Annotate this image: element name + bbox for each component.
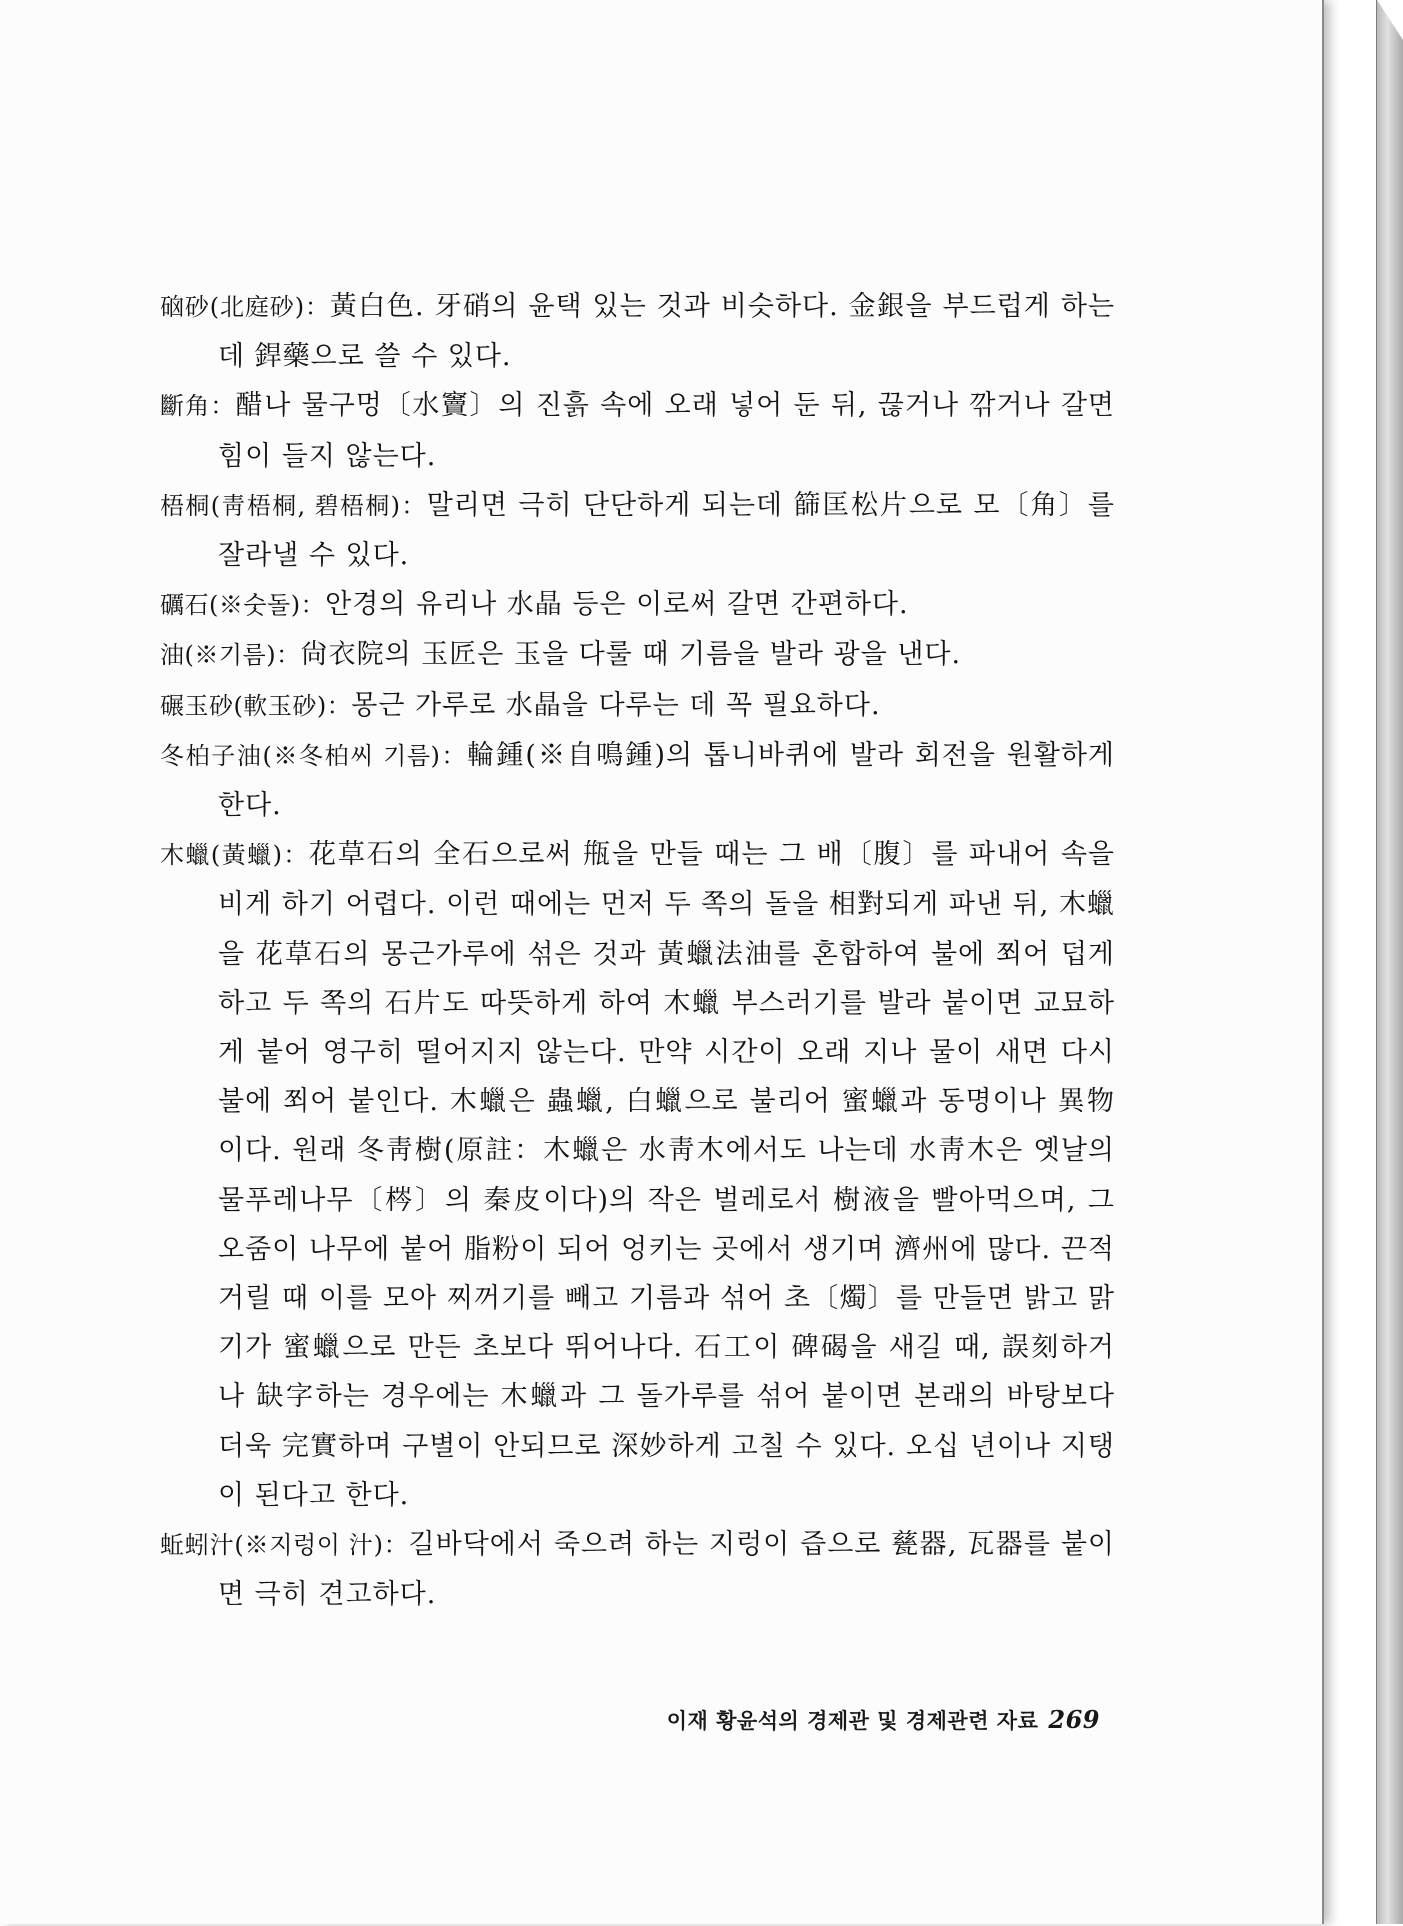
entry-text: 輪鍾(※自鳴鍾)의 톱니바퀴에 발라 회전을 원활하게 한다. (218, 739, 1115, 822)
entry (160, 731, 1115, 830)
entry (160, 481, 1115, 580)
entry-text: 몽근 가루로 水晶을 다루는 데 꼭 필요하다. (351, 689, 881, 721)
running-footer (540, 1705, 1100, 1735)
entry (160, 630, 1115, 680)
entry-term: 油(※기름)： (160, 641, 301, 670)
entry-term: 碾玉砂(軟玉砂)： (160, 691, 352, 720)
entry-term: 斷角： (160, 392, 236, 421)
entry (160, 830, 1115, 1520)
page-corner (1377, 0, 1403, 40)
entry-text: 醋나 물구멍〔水竇〕의 진흙 속에 오래 넣어 둔 뒤, 끊거나 깎거나 갈면 힘이 들지 않는다. (218, 390, 1116, 472)
page-number: 269 (1048, 1705, 1100, 1734)
entry-term: 冬柏子油(※冬柏씨 기름)： (160, 741, 468, 770)
entry-term: 木蠟(黃蠟)： (160, 841, 309, 870)
page-body (160, 282, 1115, 1619)
entry (160, 580, 1115, 630)
entry-text: 안경의 유리나 水晶 등은 이로써 갈면 간편하다. (325, 589, 909, 621)
entry-text: 黃白色. 牙硝의 윤택 있는 것과 비슷하다. 金銀을 부드럽게 하는데 銲藥으로 쓸 수 있다. (218, 291, 1115, 373)
entry-text: 길바닥에서 죽으려 하는 지렁이 즙으로 甆器, 瓦器를 붙이면 극히 견고하다. (218, 1529, 1115, 1611)
entry-term: 礪石(※숫돌)： (160, 591, 326, 620)
page-stack-edge (1376, 0, 1403, 1924)
entry (160, 1520, 1115, 1619)
entry-text: 花草石의 全石으로써 甁을 만들 때는 그 배〔腹〕를 파내어 속을 비게 하기 어렵다. 이런 때에는 먼저 두 쪽의 돌을 相對되게 파낸 뒤, 木蠟을 花草石의 몽근가루에 섞은 것과 黃蠟法油를 혼합하여 불에 쬐어 덥게 하고 두 쪽의 石片도 따뜻하게 하여 木蠟 부스러기를 발라 붙이면 교묘하게 붙어 영구히 떨어지지 않는다. 만약 시간이 오래 지나 물이 새면 다시 불에 쬐어 붙인다. 木蠟은 蟲蠟, 白蠟으로 불리어 蜜蠟과 동명이나 異物이다. 원래 冬靑樹(原註：木蠟은 水靑木에서도 나는데 水靑木은 옛날의 물푸레나무〔梣〕의 秦皮이다)의 작은 벌레로서 樹液을 빨아먹으며, 그 오줌이 나무에 붙어 脂粉이 되어 엉키는 곳에서 생기며 濟州에 많다. 끈적거릴 때 이를 모아 찌꺼기를 빼고 기름과 섞어 초〔燭〕를 만들면 밝고 맑기가 蜜蠟으로 만든 초보다 뛰어나다. 石工이 碑碣을 새길 때, 誤刻하거나 缺字하는 경우에는 木蠟과 그 돌가루를 섞어 붙이면 본래의 바탕보다 더욱 完實하며 구별이 안되므로 深妙하게 고칠 수 있다. 오십 년이나 지탱이 된다고 한다. (218, 839, 1115, 1511)
entry-term: 硇砂(北庭砂)： (160, 293, 330, 321)
entry (160, 381, 1115, 480)
entry-term: 蚯蚓汁(※지렁이 汁)： (160, 1531, 409, 1560)
entry-text: 尙衣院의 玉匠은 玉을 다룰 때 기름을 발라 광을 낸다. (300, 639, 962, 671)
entry (160, 681, 1115, 731)
entry-term: 梧桐(靑梧桐, 碧梧桐)： (160, 491, 427, 520)
entry-text: 말리면 극히 단단하게 되는데 篩匡松片으로 모〔角〕를 잘라낼 수 있다. (218, 489, 1115, 572)
footer-title: 이재 황윤석의 경제관 및 경제관련 자료 (666, 1708, 1039, 1733)
entry (160, 282, 1115, 381)
